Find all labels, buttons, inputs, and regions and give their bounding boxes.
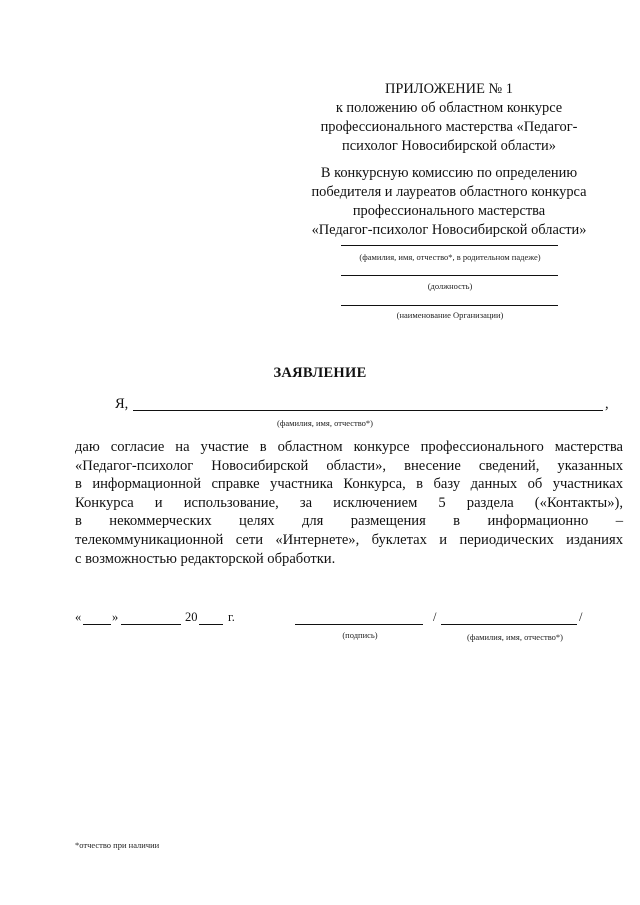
appendix-header <box>290 80 608 156</box>
applicant-name-caption: (фамилия, имя, отчество*, в родительном падеже) <box>359 252 541 262</box>
addressee-block <box>290 164 608 240</box>
fullname-signature-line[interactable] <box>441 624 577 625</box>
consent-line-2: «Педагог-психолог Новосибирской области», внесение сведений, указанных <box>75 457 623 474</box>
organization-caption: (наименование Организации) <box>396 310 504 320</box>
applicant-name-line[interactable] <box>341 245 558 246</box>
addressee-line-2: победителя и лауреатов областного конкурса <box>311 184 587 200</box>
date-open-quote: « <box>75 610 82 624</box>
signature-caption: (подпись) <box>342 630 378 640</box>
organization-line[interactable] <box>341 305 558 306</box>
appendix-title: ПРИЛОЖЕНИЕ № 1 <box>385 81 513 97</box>
consent-line-6: телекоммуникационной сети «Интернете», буклетах и периодических изданиях <box>75 531 623 548</box>
position-caption: (должность) <box>427 281 473 291</box>
consent-text <box>75 438 623 568</box>
position-line[interactable] <box>341 275 558 276</box>
full-name-line[interactable] <box>133 410 603 411</box>
consent-line-3: в информационной справке участника Конкурса, в базу данных об участниках <box>75 476 623 493</box>
addressee-line-4: «Педагог-психолог Новосибирской области» <box>311 222 587 238</box>
signature-line[interactable] <box>295 624 423 625</box>
consent-line-4: Конкурса и использование, за исключением 5 раздела («Контакты»), <box>75 494 623 511</box>
consent-line-1: даю согласие на участие в областном конкурсе профессионального мастерства <box>75 439 623 455</box>
fullname-caption: (фамилия, имя, отчество*) <box>467 632 563 642</box>
year-line[interactable] <box>199 624 223 625</box>
ya-label: Я, <box>115 396 129 412</box>
footnote: *отчество при наличии <box>75 840 160 850</box>
addressee-line-3: профессионального мастерства <box>352 203 546 219</box>
slash-close: / <box>579 610 583 624</box>
full-name-caption: (фамилия, имя, отчество*) <box>277 418 373 428</box>
appendix-line-3: психолог Новосибирской области» <box>342 138 556 154</box>
month-line[interactable] <box>121 624 181 625</box>
appendix-line-1: к положению об областном конкурсе <box>335 100 563 116</box>
statement-title: ЗАЯВЛЕНИЕ <box>273 365 367 381</box>
slash-open: / <box>433 610 437 624</box>
date-close-quote: » <box>112 610 119 624</box>
consent-line-7: с возможностью редакторской обработки. <box>75 550 336 567</box>
comma: , <box>605 396 609 412</box>
year-suffix: г. <box>228 610 235 624</box>
addressee-line-1: В конкурсную комиссию по определению <box>320 165 578 181</box>
year-prefix: 20 <box>185 610 198 624</box>
consent-line-5: в некоммерческих целях для размещения в информационно – <box>75 513 623 530</box>
appendix-line-2: профессионального мастерства «Педагог- <box>320 119 578 135</box>
day-line[interactable] <box>83 624 111 625</box>
